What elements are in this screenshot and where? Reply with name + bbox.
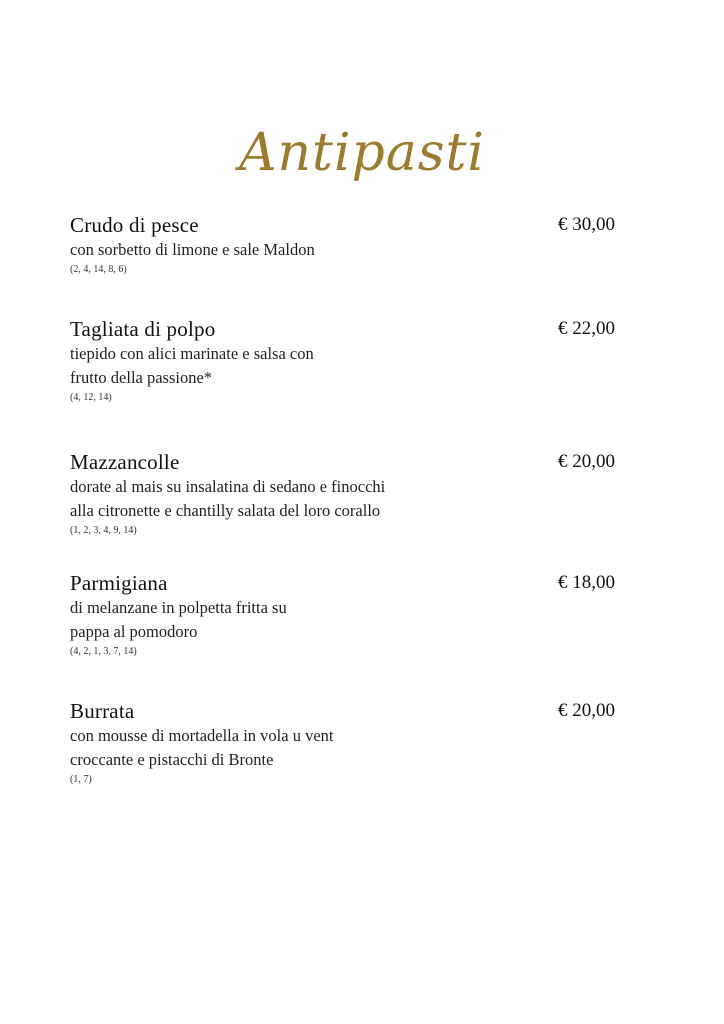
item-allergens: (4, 12, 14) bbox=[70, 392, 112, 403]
item-allergens: (4, 2, 1, 3, 7, 14) bbox=[70, 646, 137, 657]
item-name: Tagliata di polpo bbox=[70, 317, 216, 341]
item-price: € 18,00 bbox=[558, 572, 615, 593]
item-price: € 22,00 bbox=[558, 318, 615, 339]
menu-item bbox=[70, 699, 615, 787]
item-name: Burrata bbox=[70, 699, 135, 723]
item-description: di melanzane in polpetta fritta su pappa al pomodoro bbox=[70, 598, 287, 641]
item-allergens: (1, 7) bbox=[70, 774, 92, 785]
item-description: tiepido con alici marinate e salsa con frutto della passione* bbox=[70, 344, 314, 387]
menu-item bbox=[70, 213, 615, 277]
item-name: Mazzancolle bbox=[70, 450, 180, 474]
menu-item bbox=[70, 571, 615, 659]
item-price: € 20,00 bbox=[558, 451, 615, 472]
item-price: € 30,00 bbox=[558, 214, 615, 235]
item-name: Crudo di pesce bbox=[70, 213, 199, 237]
page-title: Antipasti bbox=[238, 122, 486, 183]
menu-item bbox=[70, 317, 615, 405]
item-description: dorate al mais su insalatina di sedano e finocchi alla citronette e chantilly salata del loro corallo bbox=[70, 477, 386, 520]
item-allergens: (1, 2, 3, 4, 9, 14) bbox=[70, 525, 137, 536]
item-name: Parmigiana bbox=[70, 571, 168, 595]
item-price: € 20,00 bbox=[558, 700, 615, 721]
item-description: con sorbetto di limone e sale Maldon bbox=[70, 240, 315, 259]
menu-item bbox=[70, 450, 615, 538]
item-description: con mousse di mortadella in vola u vent croccante e pistacchi di Bronte bbox=[70, 726, 334, 769]
item-allergens: (2, 4, 14, 8, 6) bbox=[70, 264, 127, 275]
